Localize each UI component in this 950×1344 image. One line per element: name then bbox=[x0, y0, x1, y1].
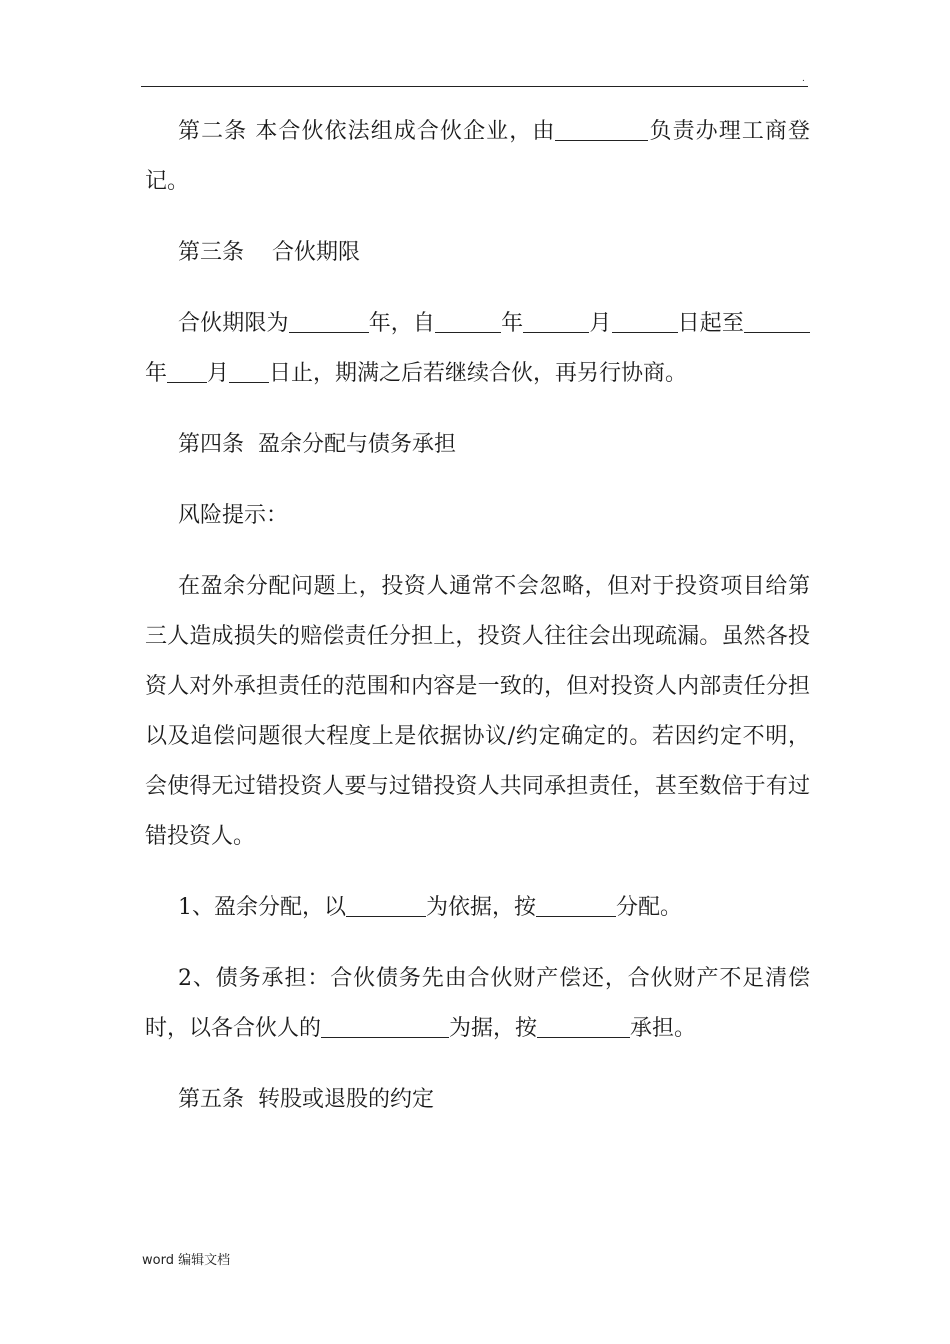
article-2-text-before: 第二条 本合伙依法组成合伙企业，由 bbox=[178, 119, 556, 144]
term-text: 月 bbox=[207, 361, 230, 386]
term-text: 日止，期满之后若继续合伙，再另行协商。 bbox=[269, 361, 688, 386]
item-2-text: 为据，按 bbox=[449, 1016, 538, 1041]
document-body bbox=[145, 107, 810, 1146]
article-3-heading: 第三条 合伙期限 bbox=[178, 240, 360, 265]
term-text: 月 bbox=[589, 311, 612, 336]
item-1-text: 1、盈余分配，以 bbox=[178, 895, 346, 920]
term-text: 年，自 bbox=[368, 311, 436, 336]
item-2-text: 2、债务承担：合伙债务先由合伙财产偿还，合伙财产不足清偿时，以各合伙人的 bbox=[145, 966, 810, 1041]
blank-field[interactable] bbox=[612, 312, 678, 333]
blank-field[interactable] bbox=[229, 362, 269, 383]
article-4-heading: 第四条 盈余分配与债务承担 bbox=[178, 432, 456, 457]
item-1-text: 为依据，按 bbox=[426, 895, 537, 920]
term-text: 年 bbox=[145, 361, 168, 386]
header-rule bbox=[141, 86, 808, 87]
article-2-paragraph bbox=[145, 107, 810, 207]
risk-text: 在盈余分配问题上，投资人通常不会忽略，但对于投资项目给第三人造成损失的赔偿责任分担上，投资人往往会出现疏漏。虽然各投资人对外承担责任的范围和内容是一致的，但对投资人内部责任分担以及追偿问题很大程度上是依据协议/约定确定的。若因约定不明，会使得无过错投资人要与过错投资人共同承担责任，甚至数倍于有过错投资人。 bbox=[145, 574, 810, 849]
blank-field[interactable] bbox=[346, 896, 426, 917]
blank-field[interactable] bbox=[435, 312, 501, 333]
item-2-debt-bearing bbox=[145, 954, 810, 1054]
blank-field[interactable] bbox=[167, 362, 207, 383]
footer-text: word 编辑文档 bbox=[142, 1253, 231, 1268]
term-text: 合伙期限为 bbox=[178, 311, 289, 336]
item-1-profit-distribution bbox=[145, 883, 810, 933]
item-2-text: 承担。 bbox=[630, 1016, 697, 1041]
blank-field[interactable] bbox=[537, 1017, 630, 1038]
term-text: 年 bbox=[501, 311, 524, 336]
item-1-text: 分配。 bbox=[616, 895, 683, 920]
blank-field[interactable] bbox=[536, 896, 616, 917]
blank-field[interactable] bbox=[289, 312, 369, 333]
blank-field[interactable] bbox=[523, 312, 589, 333]
header-dot: . bbox=[802, 74, 805, 84]
term-text: 日起至 bbox=[677, 311, 744, 336]
article-2-text-after: 负责办理工商登记。 bbox=[145, 119, 810, 194]
risk-label: 风险提示： bbox=[178, 503, 289, 528]
article-5-heading: 第五条 转股或退股的约定 bbox=[178, 1087, 434, 1112]
blank-field[interactable] bbox=[555, 120, 648, 141]
article-3-term-paragraph bbox=[145, 299, 810, 399]
blank-field[interactable] bbox=[744, 312, 810, 333]
blank-field[interactable] bbox=[321, 1017, 449, 1038]
